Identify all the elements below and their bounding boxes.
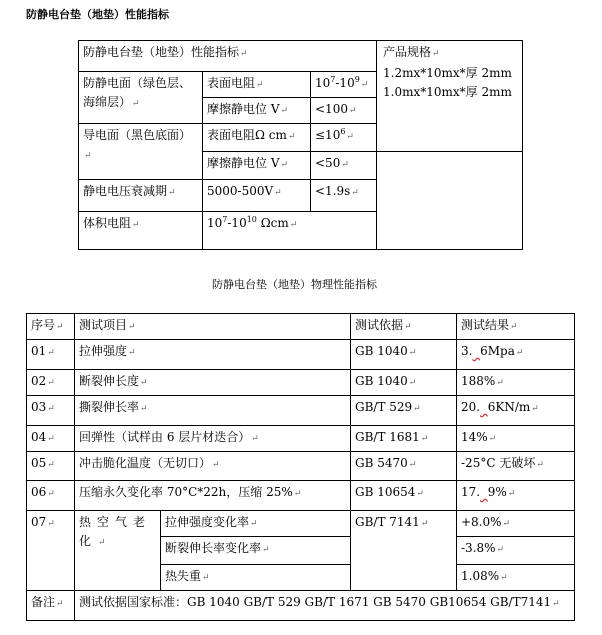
- table-row: [27, 340, 575, 370]
- row-no: 03↵: [27, 396, 75, 426]
- spec-empty: [377, 152, 523, 250]
- row3-label: 静电电压衰减期↵: [79, 180, 203, 212]
- row3-condition: 5000-500V↵: [203, 180, 311, 212]
- item-name: 摩擦静电位 V↵: [203, 98, 311, 124]
- spec-line: 1.2mx*10mx*厚 2mm: [383, 66, 512, 80]
- row-item: 回弹性（试样由 6 层片材迭合）↵: [75, 426, 351, 452]
- row-no: 05↵: [27, 452, 75, 481]
- table-row: [27, 452, 575, 481]
- row-item: 热空气老化↵: [75, 511, 161, 591]
- table-row: [27, 426, 575, 452]
- physical-table: [26, 313, 575, 621]
- physical-title: 防静电台垫（地垫）物理性能指标: [212, 278, 377, 291]
- spec-header: 产品规格↵: [383, 45, 440, 59]
- header-basis: 测试依据↵: [351, 314, 457, 340]
- row1-label: 防静电面（绿色层、海绵层）↵: [79, 72, 203, 124]
- item-name: 摩擦静电位 V↵: [203, 152, 311, 180]
- row4-value: $10^7-10^{10}$ Ωcm↵: [203, 212, 377, 250]
- row-basis: GB/T 7141↵: [351, 511, 457, 591]
- sub-result: 1.08%↵: [457, 565, 575, 591]
- row4-label: 体积电阻↵: [79, 212, 203, 250]
- row-basis: GB 1040↵: [351, 370, 457, 396]
- spec-line: 1.0mx*10mx*厚 2mm: [383, 85, 512, 99]
- row-result: 17. 9%↵: [457, 481, 575, 511]
- row-result: 3. 6Mpa↵: [457, 340, 575, 370]
- spec-cell: [377, 41, 523, 152]
- table-row: [27, 370, 575, 396]
- table-row: [27, 481, 575, 511]
- table1-header: 防静电台垫（地垫）性能指标↵: [79, 41, 377, 72]
- row-no: 04↵: [27, 426, 75, 452]
- table-row: [27, 396, 575, 426]
- row-no: 07↵: [27, 511, 75, 591]
- performance-table: [78, 40, 523, 250]
- row-basis: GB/T 529↵: [351, 396, 457, 426]
- item-name: 表面电阻↵: [203, 72, 311, 98]
- row-basis: GB 10654↵: [351, 481, 457, 511]
- sub-item: 断裂伸长率变化率↵: [161, 537, 351, 565]
- sub-item: 热失重↵: [161, 565, 351, 591]
- remark-text: 测试依据国家标准：GB 1040 GB/T 529 GB/T 1671 GB 5470 GB10654 GB/T7141↵: [75, 591, 575, 621]
- row-basis: GB 1040↵: [351, 340, 457, 370]
- item-name: 表面电阻Ω cm↵: [203, 124, 311, 152]
- row-item: 拉伸强度↵: [75, 340, 351, 370]
- row-result: -25°C 无破坏↵: [457, 452, 575, 481]
- remark-row: [27, 591, 575, 621]
- row-result: 188%↵: [457, 370, 575, 396]
- row-item: 冲击脆化温度（无切口）↵: [75, 452, 351, 481]
- item-value: <100↵: [311, 98, 377, 124]
- sub-item: 拉伸强度变化率↵: [161, 511, 351, 537]
- row-item: 断裂伸长度↵: [75, 370, 351, 396]
- item-value: $\le 10^6↵$: [311, 124, 377, 152]
- row-basis: GB 5470↵: [351, 452, 457, 481]
- item-value: $10^7-10^9↵$: [311, 72, 377, 98]
- sub-result: +8.0%↵: [457, 511, 575, 537]
- header-no: 序号↵: [27, 314, 75, 340]
- header-item: 测试项目↵: [75, 314, 351, 340]
- page-title: 防静电台垫（地垫）性能指标: [26, 8, 169, 21]
- row-basis: GB/T 1681↵: [351, 426, 457, 452]
- sub-result: -3.8%↵: [457, 537, 575, 565]
- row2-label: 导电面（黑色底面）↵: [79, 124, 203, 180]
- table-row: [27, 511, 575, 537]
- row-item: 压缩永久变化率 70°C*22h，压缩 25%↵: [75, 481, 351, 511]
- row-no: 01↵: [27, 340, 75, 370]
- row3-value: <1.9s↵: [311, 180, 377, 212]
- row-no: 06↵: [27, 481, 75, 511]
- row-item: 撕裂伸长率↵: [75, 396, 351, 426]
- row-result: 14%↵: [457, 426, 575, 452]
- item-value: <50↵: [311, 152, 377, 180]
- remark-label: 备注↵: [27, 591, 75, 621]
- header-result: 测试结果↵: [457, 314, 575, 340]
- row-result: 20. 6KN/m↵: [457, 396, 575, 426]
- row-no: 02↵: [27, 370, 75, 396]
